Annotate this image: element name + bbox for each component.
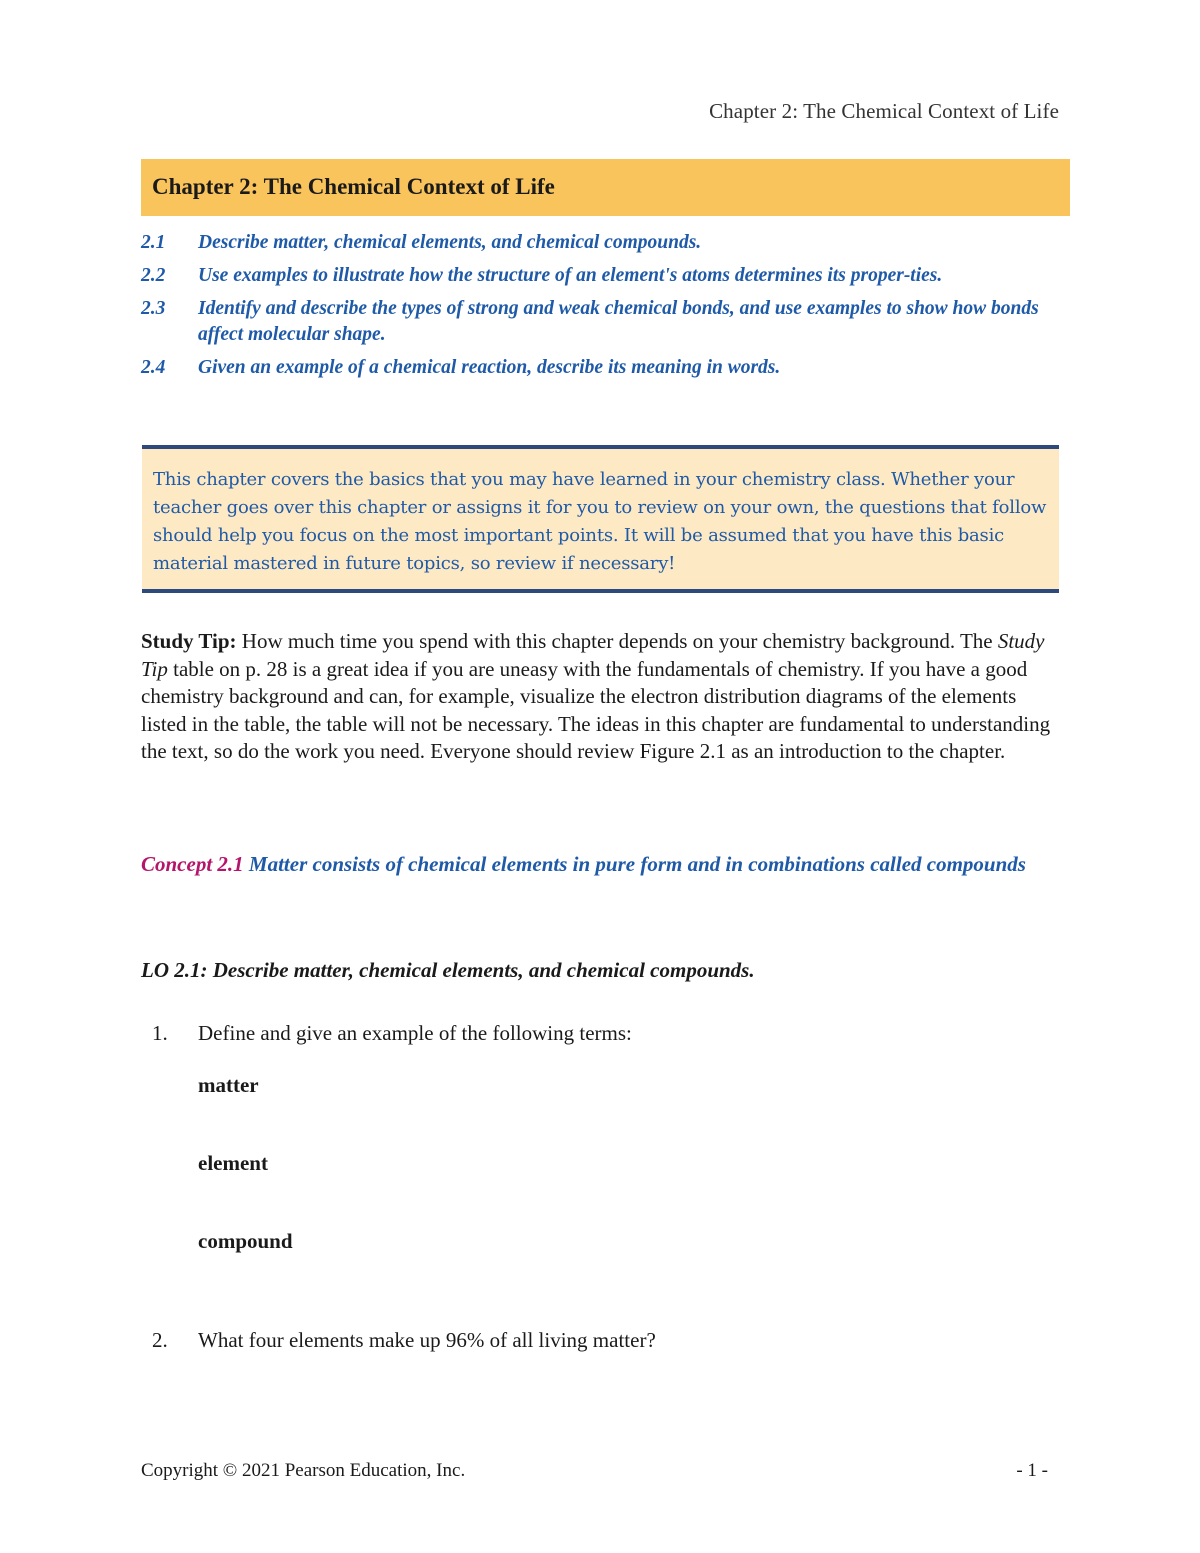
chapter-banner	[141, 159, 1070, 216]
running-header: Chapter 2: The Chemical Context of Life	[709, 99, 1059, 123]
study-tip-text-continued: table on p. 28 is a great idea if you are uneasy with the fundamentals of chemistry. If you have a good chemistry background and can, for example, visualize the electron distribution diagrams of the elements listed in the table, the table will not be necessary. The ideas in this chapter are fundamental to understanding the text, so do the work you need. Everyone should review Figure 2.1 as an introduction to the chapter.	[141, 656, 1051, 763]
question-text: What four elements make up 96% of all living matter?	[198, 1328, 656, 1352]
concept-heading	[141, 851, 1041, 878]
learning-objectives-list	[141, 230, 1061, 388]
question-number: 1.	[152, 1021, 168, 1045]
study-tip-paragraph	[141, 628, 1061, 766]
objective-item	[141, 296, 1061, 348]
question-text: Define and give an example of the following terms:	[198, 1021, 632, 1045]
term-label: compound	[198, 1229, 293, 1253]
chapter-title: Chapter 2: The Chemical Context of Life	[152, 174, 555, 199]
question-item	[152, 1021, 632, 1046]
study-tip-italic: Study Tip	[141, 629, 1045, 681]
question-item	[152, 1328, 656, 1353]
chapter-intro-box: This chapter covers the basics that you may have learned in your chemistry class. Whether your teacher goes over this chapter or assigns it for you to review on your own, the questions that follow should help you focus on the most important points. It will be assumed that you have this basic material mastered in future topics, so review if necessary!	[142, 445, 1059, 593]
study-tip-label: Study Tip:	[141, 629, 237, 653]
objective-number: 2.1	[141, 232, 166, 253]
objective-number: 2.3	[141, 298, 166, 319]
term-label: matter	[198, 1073, 259, 1097]
objective-text: Given an example of a chemical reaction, describe its meaning in words.	[198, 357, 781, 378]
study-tip-text: How much time you spend with this chapter depends on your chemistry background. The	[236, 629, 998, 653]
objective-item	[141, 355, 1061, 381]
concept-title: Matter consists of chemical elements in pure form and in combinations called compounds	[243, 852, 1026, 876]
lo-heading: LO 2.1: Describe matter, chemical elements, and chemical compounds.	[141, 958, 755, 982]
objective-number: 2.2	[141, 265, 166, 286]
concept-number: Concept 2.1	[141, 852, 244, 876]
copyright-footer: Copyright © 2021 Pearson Education, Inc.	[141, 1460, 466, 1481]
objective-text: Identify and describe the types of strong and weak chemical bonds, and use examples to show how bonds affect molecular shape.	[198, 298, 1039, 345]
objective-number: 2.4	[141, 357, 166, 378]
objective-item	[141, 230, 1061, 256]
page-number: - 1 -	[1016, 1460, 1048, 1481]
objective-text: Describe matter, chemical elements, and chemical compounds.	[198, 232, 702, 253]
term-label: element	[198, 1151, 268, 1175]
question-number: 2.	[152, 1328, 168, 1352]
objective-text: Use examples to illustrate how the structure of an element's atoms determines its proper-ties.	[198, 265, 943, 286]
objective-item	[141, 263, 1061, 289]
